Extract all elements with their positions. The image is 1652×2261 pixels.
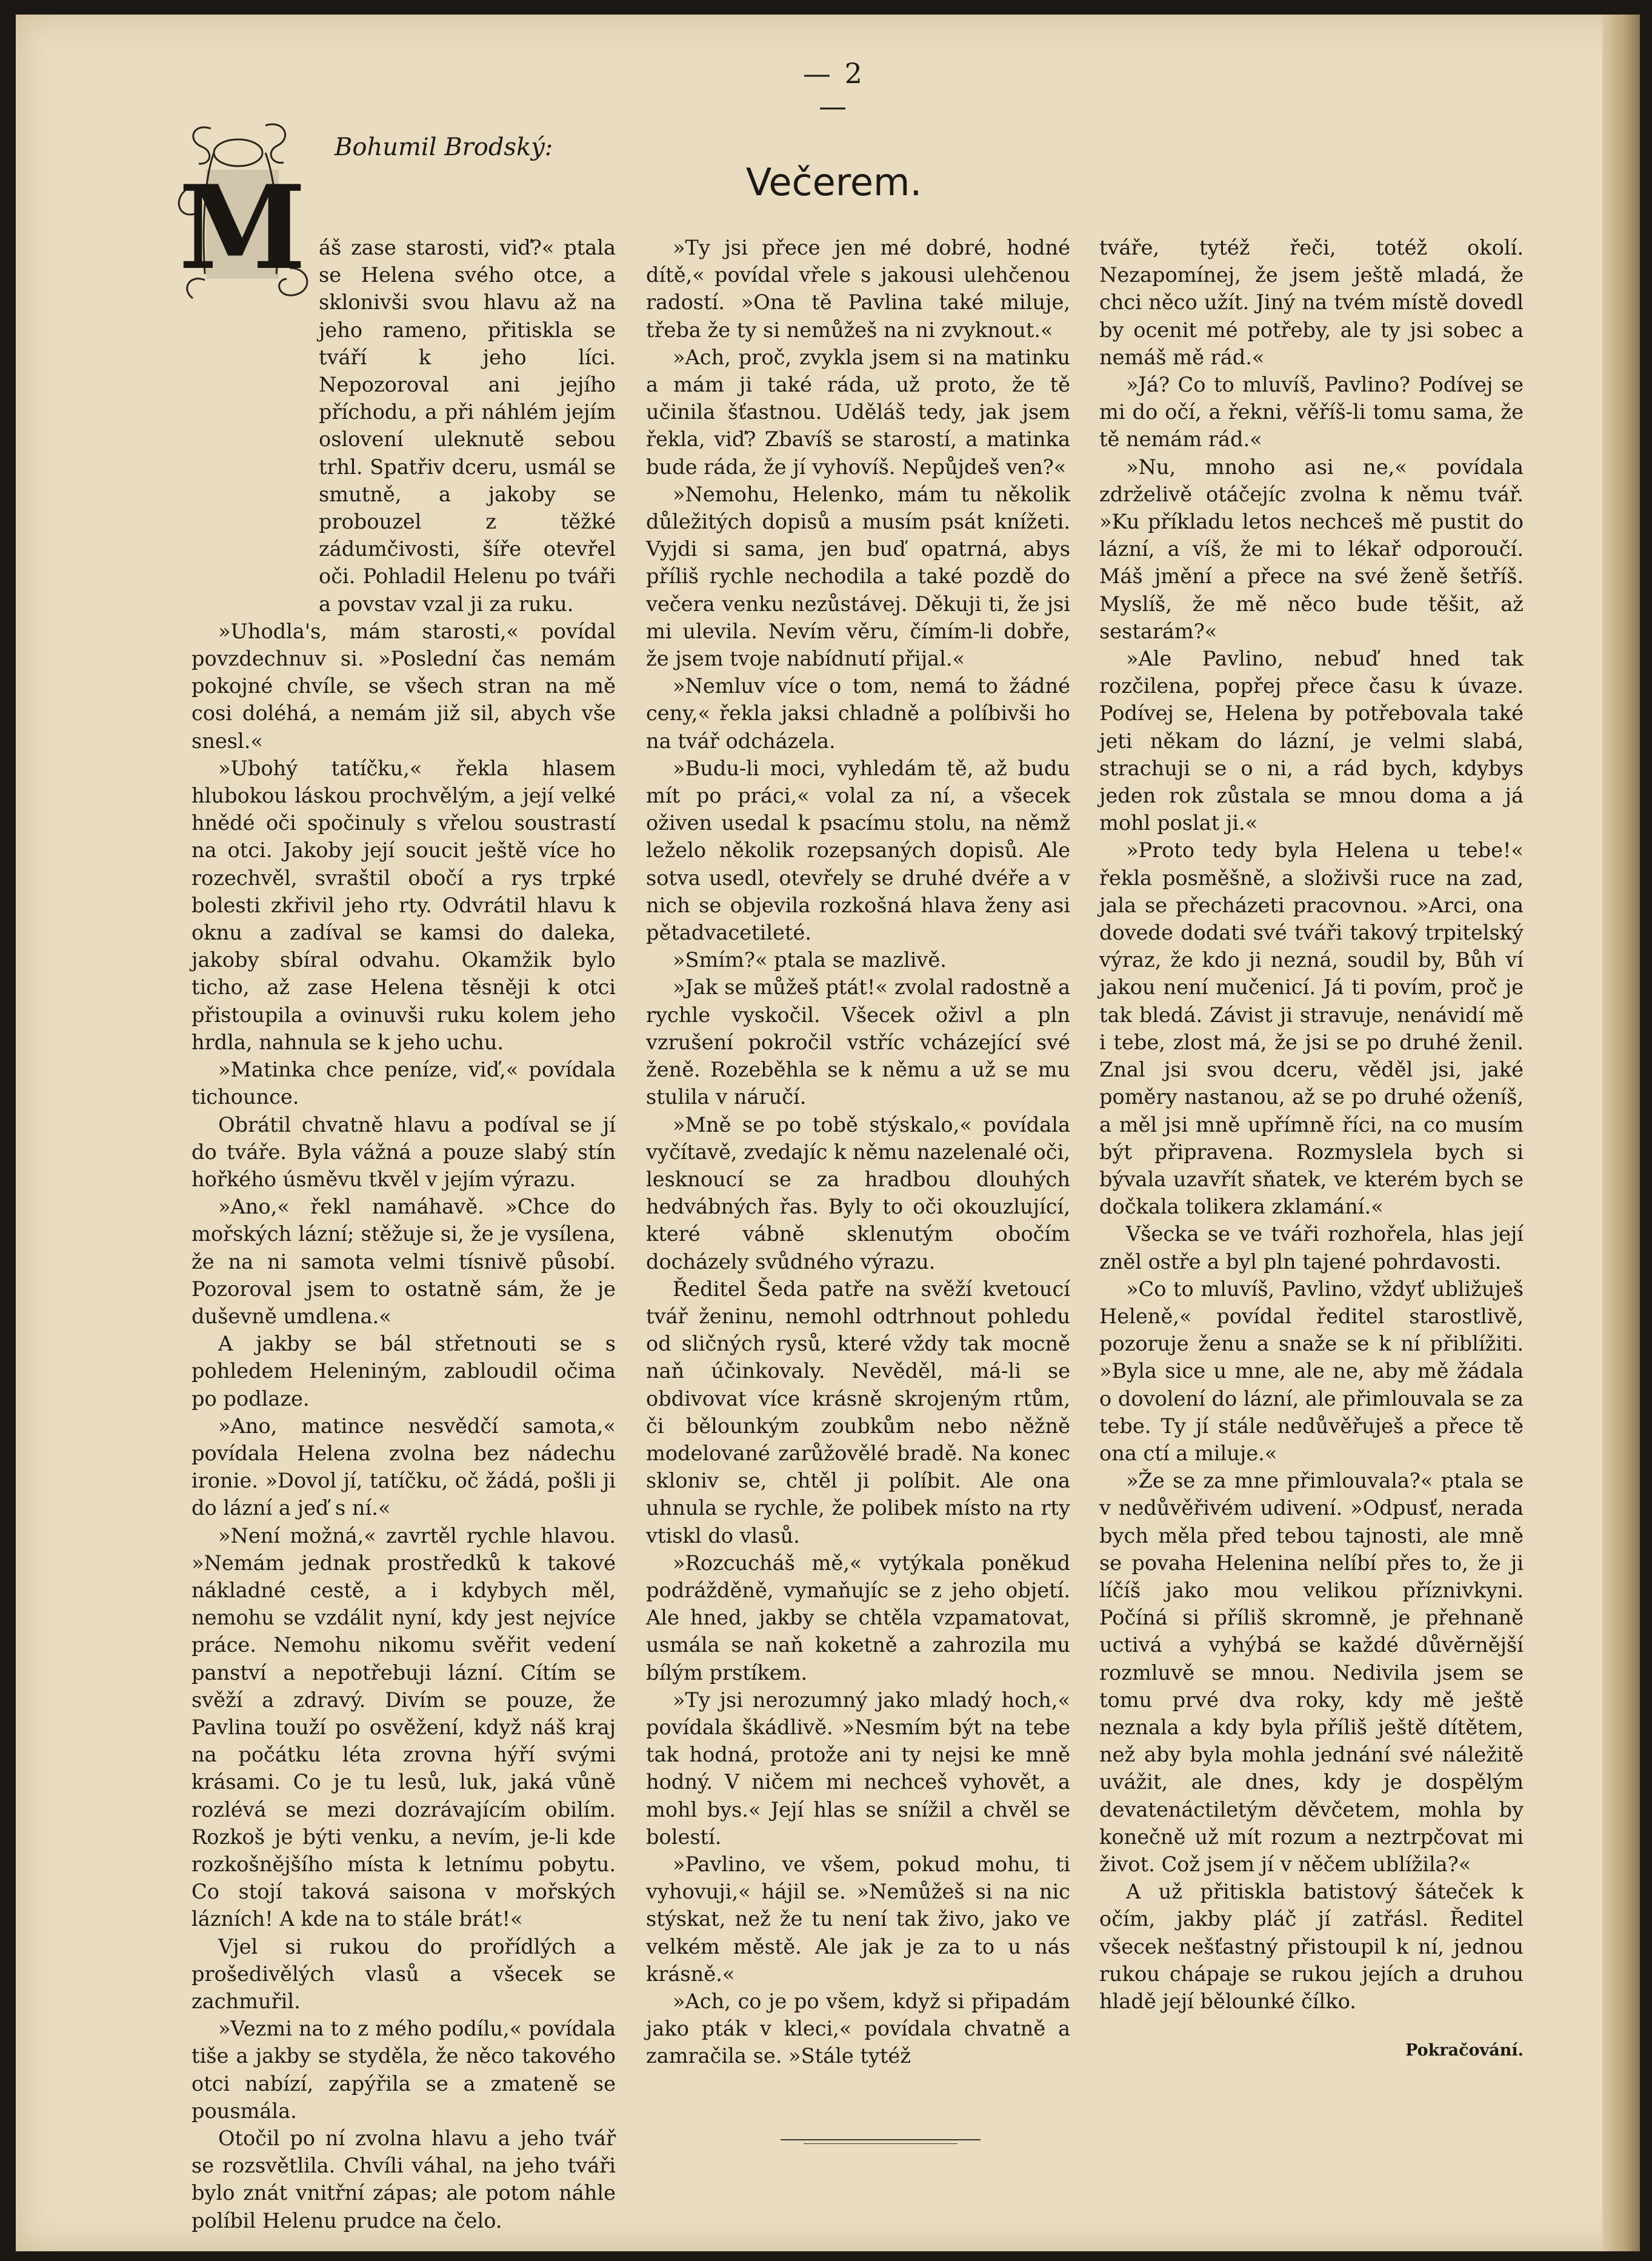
newspaper-page: [16, 15, 1640, 2251]
paragraph: áš zase starosti, viď?« ptala se Helena svého otce, a sklonivši svou hlavu až na jeho rameno, přitiskla se tváří k jeho líci. Nepozoroval ani jejího příchodu, a při náhlém jejím oslovení uleknutě sebou trhl. Spatřiv dceru, usmál se smutně, a jakoby se probouzel z těžké zádumčivosti, šíře otevřel oči. Pohladil Helenu po tváři a povstav vzal ji za ruku.: [319, 236, 616, 616]
paragraph: »Nemohu, Helenko, mám tu několik důležitých dopisů a musím psát knížeti. Vyjdi si sama, jen buď opatrná, abys příliš rychle nechodila a také pozdě do večera venku nezůstávej. Děkuji ti, že jsi mi ulevila. Nevím věru, čímím-li dobře, že jsem tvoje nabídnutí přijal.«: [646, 482, 1070, 671]
paragraph: »Nu, mnoho asi ne,« povídala zdrželivě otáčejíc zvolna k němu tvář. »Ku příkladu letos nechceš mě pustit do lázní, a víš, že mi to lékař odporoučí. Máš jmění a přece na své ženě šetříš. Myslíš, že mě něco bude těšit, až sestarám?«: [1099, 455, 1524, 643]
drop-cap-letter: M: [178, 160, 307, 295]
paragraph: »Matinka chce peníze, viď,« povídala tichounce.: [192, 1058, 616, 1109]
paragraph: »Ty jsi nerozumný jako mladý hoch,« povídala škádlivě. »Nesmím být na tebe tak hodná, protože ani ty nejsi ke mně hodný. V ničem mi nechceš vyhovět, a mohl bys.« Její hlas se snížil a chvěl se bolestí.: [646, 1688, 1070, 1849]
paragraph: »Pavlino, ve všem, pokud mohu, ti vyhovuji,« hájil se. »Nemůžeš si na nic stýskat, než že tu není tak živo, jako ve velkém městě. Ale jak je za to u nás krásně.«: [646, 1852, 1070, 1986]
paragraph: »Ano, matince nesvědčí samota,« povídala Helena zvolna bez nádechu ironie. »Dovol jí, tatíčku, oč žádá, pošli ji do lázní a jeď s ní.«: [192, 1414, 616, 1520]
paragraph: »Není možná,« zavrtěl rychle hlavou. »Nemám jednak prostředků k takové nákladné cestě, a i kdybych měl, nemohu se vzdálit nyní, kdy jest nejvíce práce. Nemohu nikomu svěřit vedení panství a nepotřebuji lázní. Cítím se svěží a zdravý. Divím se pouze, že Pavlina touží po osvěžení, když náš kraj na počátku léta zrovna hýří svými krásami. Co je tu lesů, luk, jaká vůně rozlévá se mezi dozrávajícím obilím. Rozkoš je býti venku, a nevím, je-li kde rozkošnějšího místa k letnímu pobytu. Co stojí taková saisona v mořských lázních! A kde na to stále brát!«: [192, 1523, 616, 1931]
paragraph: »Že se za mne přimlouvala?« ptala se v nedůvěřivém udivení. »Odpusť, nerada bych měla před tebou tajnosti, ale mně se povaha Helenina nelíbí přes to, že ji líčíš jako mou velikou příznivkyni. Počíná si příliš skromně, je přehnaně uctivá a vyhýbá se každé důvěrnější rozmluvě se mnou. Nedivila jsem se tomu prvé dva roky, kdy mě ještě neznala a kdy byla příliš ještě dítětem, než aby byla mohla jednání své náležitě uvážit, ale dnes, kdy je dospělým devatenáctiletým děvčetem, mohla by konečně už mít rozum a neztrpčovat mi život. Což jsem jí v něčem ublížila?«: [1099, 1469, 1524, 1876]
page-number: — 2 —: [803, 57, 865, 122]
paragraph: tváře, tytéž řeči, totéž okolí. Nezapomínej, že jsem ještě mladá, že chci něco užít. Jiný na tvém místě dovedl by ocenit mé potřeby, ale ty jsi sobec a nemáš mě rád.«: [1099, 236, 1524, 369]
text-column-3: [1099, 234, 1524, 2064]
text-column-1: [192, 234, 616, 2234]
paragraph: »Proto tedy byla Helena u tebe!« řekla posměšně, a složivši ruce na zad, jala se přecházeti pracovnou. »Arci, ona dovede dodati své tváři takový trpitelský výraz, že kdo ji nezná, soudil by, Bůh ví jakou není mučenicí. Já ti povím, proč je tak bledá. Závist ji stravuje, nenávidí mě i tebe, zlost má, že jsi se po druhé ženil. Znal jsi svou dceru, věděl jsi, jaké poměry nastanou, až se po druhé oženíš, a měl jsi mně upřímně říci, na co musím být připravena. Rozmyslela bych si bývala uzavřít sňatek, ve kterém bych se dočkala tolikera zklamání.«: [1099, 838, 1524, 1219]
paragraph: Všecka se ve tváři rozhořela, hlas její zněl ostře a byl pln tajené pohrdavosti.: [1099, 1222, 1524, 1274]
paragraph: »Ubohý tatíčku,« řekla hlasem hlubokou láskou prochvělým, a její velké hnědé oči spočinuly s vřelou soustrastí na otci. Jakoby její soucit ještě více ho rozechvěl, svraštil obočí a rys trpké bolesti zkřivil jeho rty. Odvrátil hlavu k oknu a zadíval se kamsi do daleka, jakoby sbíral odvahu. Okamžik bylo ticho, až zase Helena těsněji k otci přistoupila a ovinuvši ruku kolem jeho hrdla, nahnula se k jeho uchu.: [192, 756, 616, 1054]
paragraph: »Co to mluvíš, Pavlino, vždyť ubližuješ Heleně,« povídal ředitel starostlivě, pozoruje ženu a snaže se k ní přiblížiti. »Byla sice u mne, ale ne, aby mě žádala o dovolení do lázní, ale přimlouvala se za tebe. Ty jí stále nedůvěřuješ a přece tě ona ctí a miluje.«: [1099, 1277, 1524, 1465]
paragraph: A už přitiskla batistový šáteček k očím, jakby pláč jí zatřásl. Ředitel všecek nešťastný přistoupil k ní, jednou rukou chápaje se rukou jejích a druhou hladě její bělounké čílko.: [1099, 1880, 1524, 2013]
text-column-2: [646, 234, 1070, 2070]
paragraph: »Ty jsi přece jen mé dobré, hodné dítě,« povídal vřele s jakousi ulehčenou radostí. »Ona tě Pavlina také miluje, třeba že ty si nemůžeš na ni zvyknout.«: [646, 236, 1070, 342]
end-rule-thin: [804, 2143, 958, 2144]
page-spine-edge: [1602, 15, 1640, 2251]
paragraph: »Smím?« ptala se mazlivě.: [673, 948, 947, 972]
paragraph: Obrátil chvatně hlavu a podíval se jí do tváře. Byla vážná a pouze slabý stín hořkého úsměvu tkvěl v jejím výrazu.: [192, 1112, 616, 1191]
article-title: Večerem.: [745, 160, 922, 204]
paragraph: Otočil po ní zvolna hlavu a jeho tvář se rozsvětlila. Chvíli váhal, na jeho tváři bylo znát vnitřní zápas; ale potom náhle políbil Helenu prudce na čelo.: [192, 2126, 616, 2233]
paragraph: »Vezmi na to z mého podílu,« povídala tiše a jakby se styděla, že něco takového otci nabízí, zapýřila se a zmateně se pousmála.: [192, 2017, 616, 2123]
paragraph: »Nemluv více o tom, nemá to žádné ceny,« řekla jaksi chladně a políbivši ho na tvář odcházela.: [646, 674, 1070, 753]
paragraph: »Ano,« řekl namáhavě. »Chce do mořských lázní; stěžuje si, že je vysílena, že na ni samota velmi tísnivě působí. Pozoroval jsem to ostatně sám, že je duševně umdlena.«: [192, 1195, 616, 1328]
paragraph: »Ach, proč, zvykla jsem si na matinku a mám ji také ráda, už proto, že tě učinila šťastnou. Uděláš tedy, jak jsem řekla, viď? Zbavíš se starostí, a matinka bude ráda, že jí vyhovíš. Nepůjdeš ven?«: [646, 345, 1070, 479]
paragraph: »Budu-li moci, vyhledám tě, až budu mít po práci,« volal za ní, a všecek oživen usedal k psacímu stolu, na němž leželo několik rozepsaných dopisů. Ale sotva usedl, otevřely se druhé dvéře a v nich se objevila rozkošná hlava ženy asi pětadvacetileté.: [646, 756, 1070, 945]
end-rule: [781, 2139, 981, 2140]
continued-note: Pokračování.: [1405, 2041, 1524, 2060]
paragraph: A jakby se bál střetnouti se s pohledem Heleniným, zabloudil očima po podlaze.: [192, 1332, 616, 1411]
paragraph: Ředitel Šeda patře na svěží kvetoucí tvář ženinu, nemohl odtrhnout pohledu od sličných rysů, které vždy tak mocně naň účinkovaly. Nevěděl, má-li se obdivovat více krásně skrojeným rtům, či bělounkým zoubkům nebo něžně modelované zarůžovělé bradě. Na konec skloniv se, chtěl ji políbit. Ale ona uhnula se rychle, že polibek místo na rty vtiskl do vlasů.: [646, 1277, 1070, 1548]
paragraph: »Ach, co je po všem, když si připadám jako pták v kleci,« povídala chvatně a zamračila se. »Stále tytéž: [646, 1989, 1070, 2068]
article-author: Bohumil Brodský:: [335, 133, 553, 161]
paragraph: »Jak se můžeš ptát!« zvolal radostně a rychle vyskočil. Všecek oživl a pln vzrušení pokročil vstříc vcházející své ženě. Rozeběhla se k němu a už se mu stulila v náručí.: [646, 975, 1070, 1109]
paragraph: »Ale Pavlino, nebuď hned tak rozčilena, popřej přece času k úvaze. Podívej se, Helena by potřebovala také jeti někam do lázní, je velmi slabá, strachuji se o ni, a rád bych, kdybys jeden rok zůstala se mnou doma a já mohl poslat ji.«: [1099, 647, 1524, 835]
paragraph: »Mně se po tobě stýskalo,« povídala vyčítavě, zvedajíc k němu nazelenalé oči, lesknoucí se za hradbou dlouhých hedvábných řas. Byly to oči okouzlující, které vábně sklenutým obočím docházely svůdného výrazu.: [646, 1112, 1070, 1274]
paragraph: »Já? Co to mluvíš, Pavlino? Podívej se mi do očí, a řekni, věříš-li tomu sama, že tě nemám rád.«: [1099, 373, 1524, 452]
paragraph: Vjel si rukou do prořídlých a prošedivělých vlasů a všecek se zachmuřil.: [192, 1934, 616, 2013]
paragraph: »Uhodla's, mám starosti,« povídal povzdechnuv si. »Poslední čas nemám pokojné chvíle, se všech stran na mě cosi doléhá, a nemám již sil, abych vše snesl.«: [192, 619, 616, 753]
paragraph: »Rozcucháš mě,« vytýkala poněkud podrážděně, vymaňujíc se z jeho objetí. Ale hned, jakby se chtěla vzpamatovat, usmála se naň koketně a zahrozila mu bílým prstíkem.: [646, 1551, 1070, 1685]
